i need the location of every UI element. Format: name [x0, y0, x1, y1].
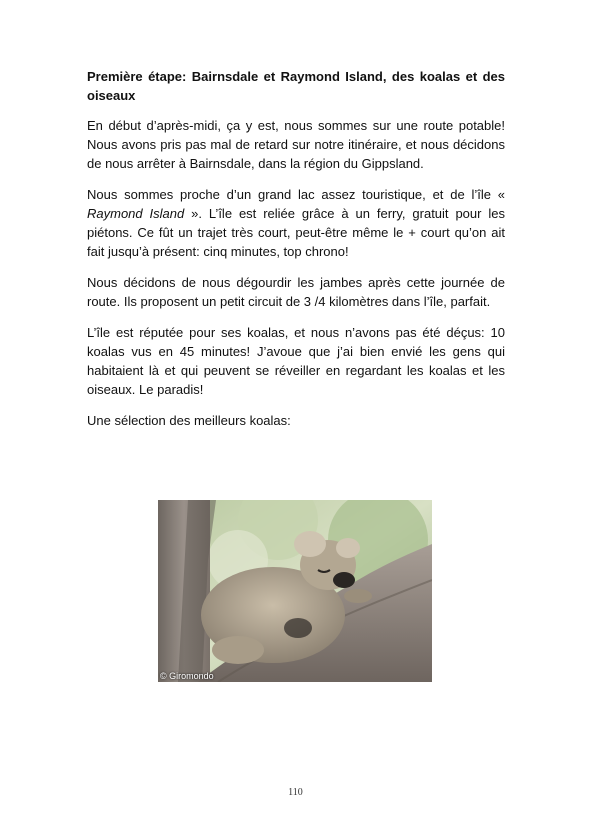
paragraph-5: Une sélection des meilleurs koalas: — [87, 413, 291, 428]
section-heading: Première étape: Bairnsdale et Raymond Island, des koalas et des oiseaux — [87, 69, 505, 103]
island-name: Raymond Island — [87, 206, 185, 221]
paragraph-1: En début d’après-midi, ça y est, nous sommes sur une route potable! Nous avons pris pas mal de retard sur notre itinéraire, et nous décidons de nous arrêter à Bairnsdale, dans la région du Gippsland. — [87, 118, 505, 171]
photo-watermark: © Giromondo — [160, 671, 214, 681]
paragraph-2-end: ». L’île est reliée grâce à un ferry, gratuit pour les piétons. Ce fût un trajet très court, peut-être même le + court qu’on ait fait jusqu’à présent: cinq minutes, top chrono! — [87, 206, 505, 259]
paragraph-2 — [87, 185, 505, 261]
page-number: 110 — [288, 787, 303, 798]
paragraph-2-start: Nous sommes proche d’un grand lac assez touristique, et de l’île « — [87, 187, 505, 202]
koala-photo — [158, 500, 432, 682]
paragraph-4: L’île est réputée pour ses koalas, et nous n’avons pas été déçus: 10 koalas vus en 45 minutes! J’avoue que j’ai bien envié les gens qui habitaient là et qui peuvent se réveiller en regardant les koalas et les oiseaux. Le paradis! — [87, 325, 505, 397]
paragraph-3: Nous décidons de nous dégourdir les jambes après cette journée de route. Ils proposent un petit circuit de 3 /4 kilomètres dans l’île, parfait. — [87, 275, 505, 309]
article-body — [87, 67, 505, 442]
koala-illustration — [158, 500, 432, 682]
